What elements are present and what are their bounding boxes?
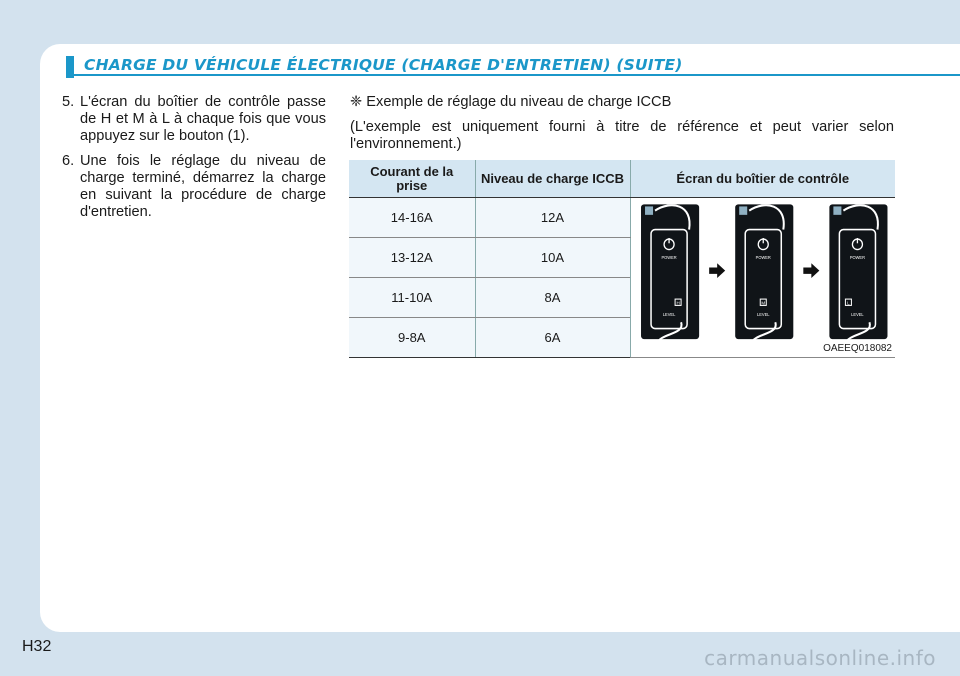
control-box-h: [641, 204, 699, 347]
header-rule: [68, 74, 960, 76]
example-title: ❈ Exemple de réglage du niveau de charge ICCB: [350, 94, 672, 110]
cell-level: 8A: [475, 278, 630, 318]
table-header-row: [349, 160, 895, 198]
step-6: [62, 153, 326, 221]
arrow-right-icon: [709, 263, 725, 278]
step-number: 6.: [62, 153, 75, 169]
cell-current: 13-12A: [349, 238, 475, 278]
header-current: Courant de la prise: [349, 160, 475, 198]
example-note: (L'exemple est uniquement fourni à titre de référence et peut varier selon l'environnement.): [350, 119, 894, 152]
level-indicator-m: M: [760, 300, 765, 306]
control-box-m: [735, 204, 793, 347]
figure-code: OAEEQ018082: [823, 343, 892, 354]
level-label: LEVEL: [662, 311, 675, 317]
level-label: LEVEL: [850, 311, 864, 317]
page-number: H32: [22, 638, 52, 655]
cell-current: 14-16A: [349, 198, 475, 238]
cell-level: 6A: [475, 318, 630, 358]
level-label: LEVEL: [756, 311, 769, 317]
header-screen: Écran du boîtier de contrôle: [630, 160, 895, 198]
arrow-right-icon: [803, 263, 819, 278]
header-level: Niveau de charge ICCB: [475, 160, 630, 198]
step-text: L'écran du boîtier de contrôle passe de H et M à L à chaque fois que vous appuyez sur le bouton (1).: [80, 94, 326, 144]
cell-current: 11-10A: [349, 278, 475, 318]
steps-column: [62, 94, 326, 229]
cell-current: 9-8A: [349, 318, 475, 358]
example-column: [350, 94, 894, 153]
level-indicator-h: H: [675, 300, 680, 306]
section-title: CHARGE DU VÉHICULE ÉLECTRIQUE (CHARGE D'ENTRETIEN) (SUITE): [84, 56, 683, 74]
table-row: [349, 198, 895, 238]
level-indicator-l: L: [846, 300, 850, 306]
watermark: carmanualsonline.info: [704, 646, 936, 670]
iccb-table: [349, 160, 895, 358]
step-5: [62, 94, 326, 145]
step-number: 5.: [62, 94, 75, 110]
step-text: Une fois le réglage du niveau de charge terminé, démarrez la charge en suivant la procédure de charge d'entretien.: [80, 153, 326, 220]
power-label: POWER: [849, 254, 865, 261]
cell-level: 10A: [475, 238, 630, 278]
power-label: POWER: [661, 254, 677, 261]
control-box-figure: [631, 198, 896, 357]
cell-level: 12A: [475, 198, 630, 238]
control-box-figure-cell: [630, 198, 895, 358]
power-label: POWER: [755, 254, 771, 261]
control-box-l: [829, 204, 887, 347]
